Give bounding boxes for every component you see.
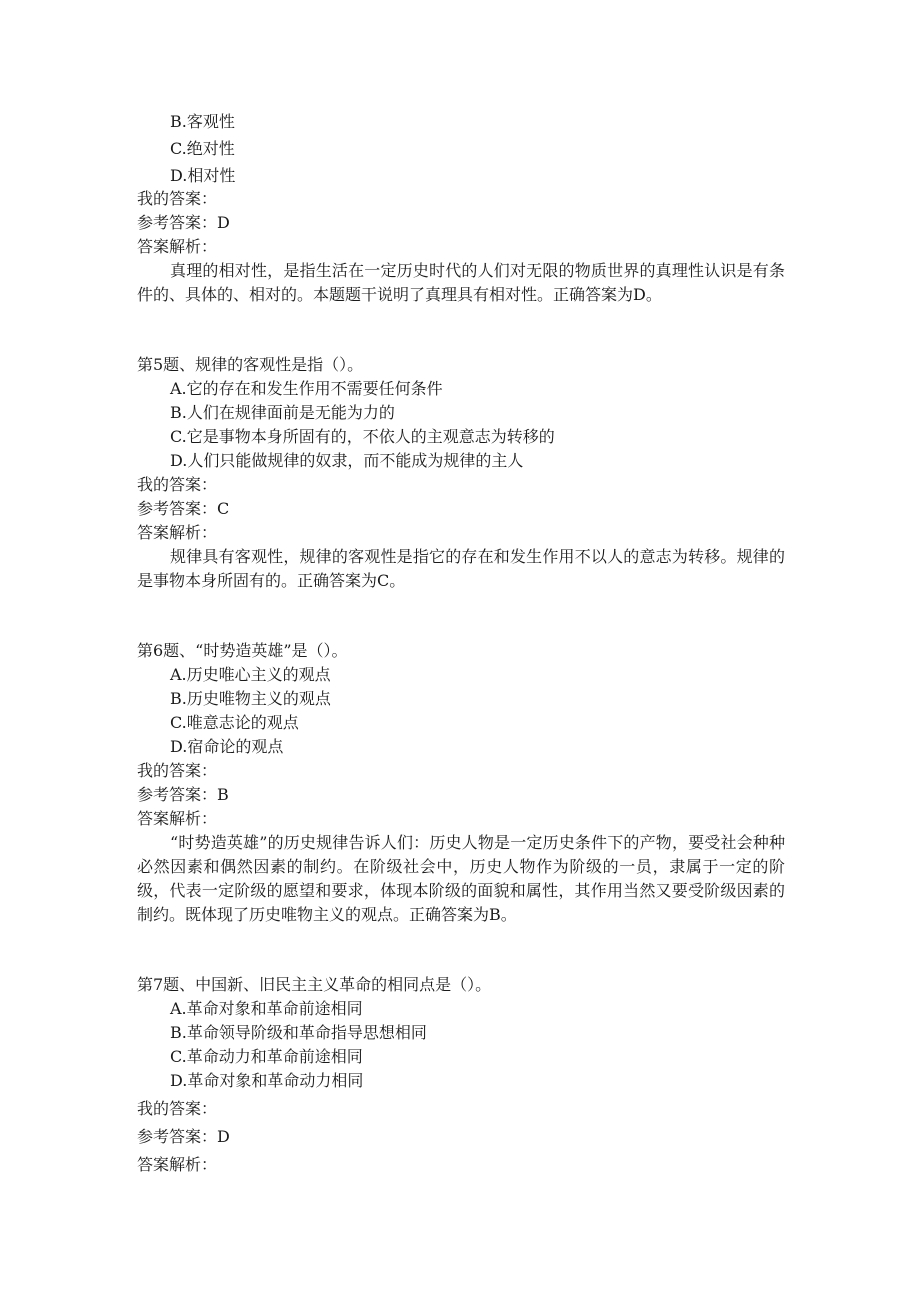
- q4-option-d: D.相对性: [170, 166, 236, 185]
- q7-my-answer: 我的答案：: [137, 1099, 218, 1118]
- q5-option-b: B.人们在规律面前是无能为力的: [170, 403, 395, 422]
- q7-analysis-label: 答案解析：: [137, 1155, 218, 1174]
- q7-option-b: B.革命领导阶级和革命指导思想相同: [170, 1023, 427, 1042]
- q4-option-b: B.客观性: [170, 112, 235, 131]
- q6-analysis-label: 答案解析：: [137, 809, 218, 828]
- q6-option-c: C.唯意志论的观点: [170, 713, 299, 732]
- q4-analysis-text: 真理的相对性，是指生活在一定历史时代的人们对无限的物质世界的真理性认识是有条件的、具体的、相对的。本题题干说明了真理具有相对性。正确答案为D。: [137, 261, 785, 304]
- q4-analysis-label: 答案解析：: [137, 237, 218, 256]
- q5-analysis-text: 规律具有客观性，规律的客观性是指它的存在和发生作用不以人的意志为转移。规律的是事物本身所固有的。正确答案为C。: [137, 547, 785, 590]
- q6-analysis-text: “时势造英雄”的历史规律告诉人们：历史人物是一定历史条件下的产物，要受社会种种必然因素和偶然因素的制约。在阶级社会中，历史人物作为阶级的一员，隶属于一定的阶级，代表一定阶级的愿望和要求，体现本阶级的面貌和属性，其作用当然又要受阶级因素的制约。既体现了历史唯物主义的观点。正确答案为B。: [137, 833, 785, 924]
- q7-option-a: A.革命对象和革命前途相同: [170, 999, 363, 1018]
- q6-reference-answer: 参考答案：B: [137, 785, 229, 804]
- q4-reference-answer: 参考答案：D: [137, 213, 230, 232]
- q7-option-c: C.革命动力和革命前途相同: [170, 1047, 363, 1066]
- q5-reference-answer: 参考答案：C: [137, 499, 230, 518]
- q6-option-b: B.历史唯物主义的观点: [170, 689, 331, 708]
- q7-reference-answer: 参考答案：D: [137, 1127, 230, 1146]
- q5-option-d: D.人们只能做规律的奴隶，而不能成为规律的主人: [170, 451, 524, 470]
- q4-option-c: C.绝对性: [170, 139, 235, 158]
- q5-analysis-label: 答案解析：: [137, 523, 218, 542]
- q5-option-a: A.它的存在和发生作用不需要任何条件: [170, 379, 443, 398]
- q6-option-d: D.宿命论的观点: [170, 737, 284, 756]
- q7-option-d: D.革命对象和革命动力相同: [170, 1071, 364, 1090]
- q5-title: 第5题、规律的客观性是指（）。: [137, 355, 364, 374]
- q5-option-c: C.它是事物本身所固有的，不依人的主观意志为转移的: [170, 427, 555, 446]
- q6-option-a: A.历史唯心主义的观点: [170, 665, 331, 684]
- q7-title: 第7题、中国新、旧民主主义革命的相同点是（）。: [137, 975, 492, 994]
- q6-my-answer: 我的答案：: [137, 761, 218, 780]
- q6-title: 第6题、“时势造英雄”是（）。: [137, 641, 348, 660]
- q4-my-answer: 我的答案：: [137, 189, 218, 208]
- q5-my-answer: 我的答案：: [137, 475, 218, 494]
